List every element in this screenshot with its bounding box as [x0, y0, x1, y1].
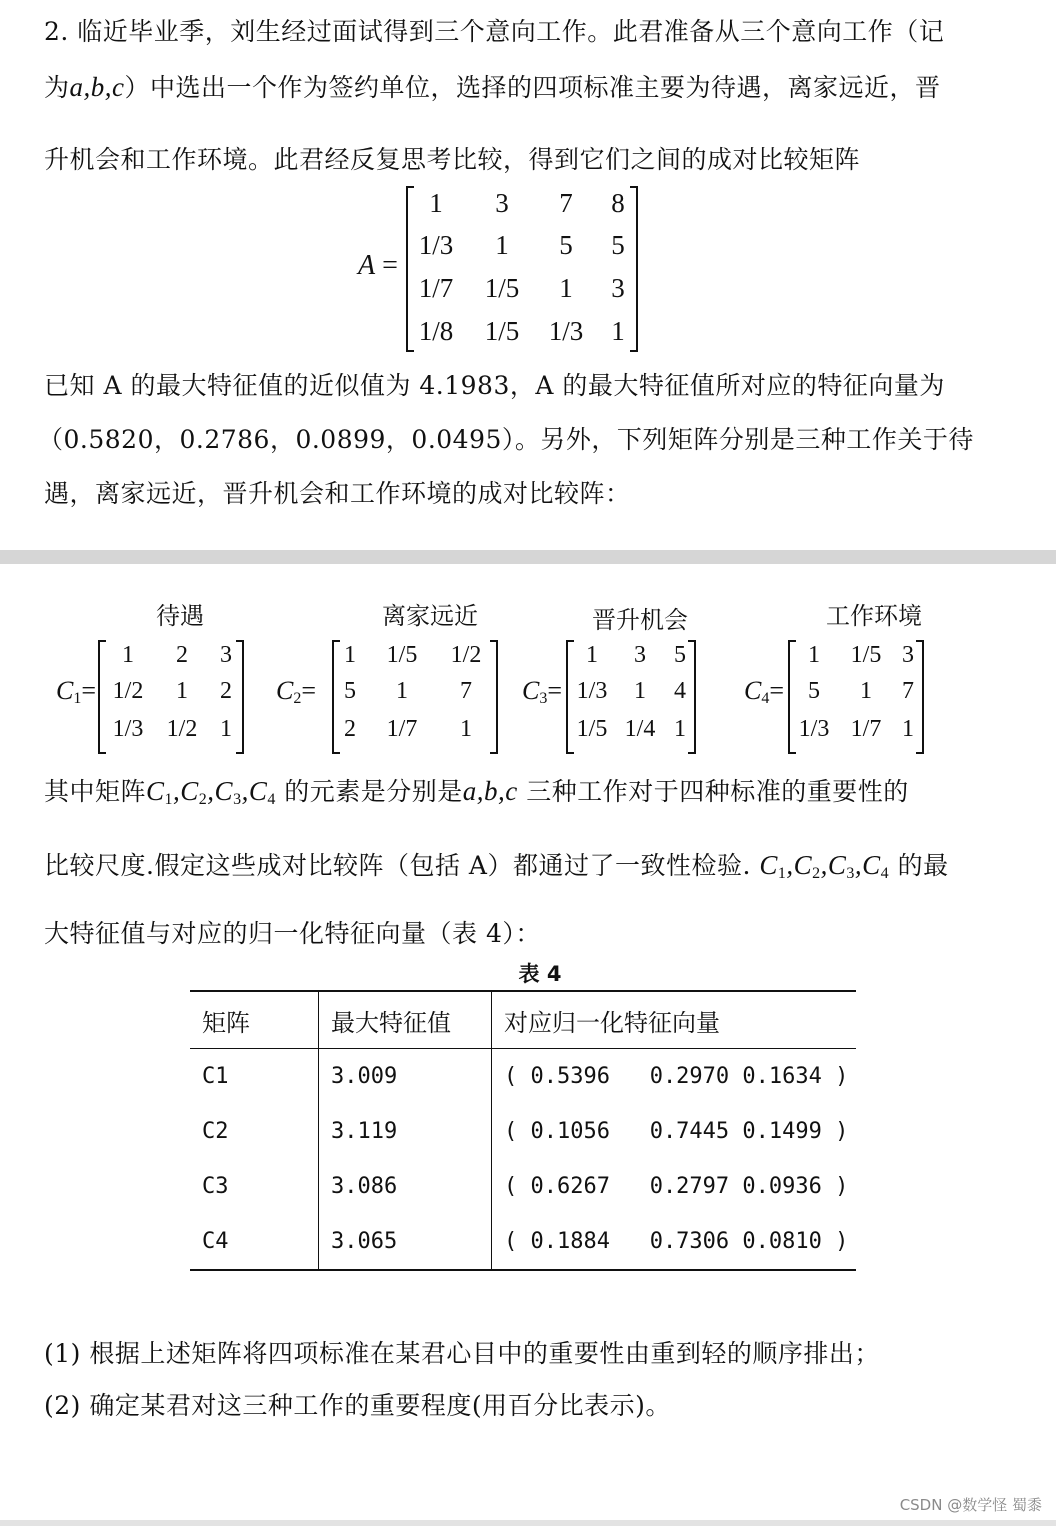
criteria-title: 工作环境	[826, 602, 922, 630]
explain-line-3: 大特征值与对应的归一化特征向量（表 4）：	[44, 919, 541, 948]
cell-eigenvalue: 3.086	[319, 1159, 492, 1214]
criteria-matrix-cell: 1/5	[850, 642, 882, 668]
criteria-matrix-cell: 5	[808, 678, 820, 704]
cell-eigenvector: ( 0.5396 0.2970 0.1634 )	[504, 1064, 849, 1089]
explain-post: 三种工作对于四种标准的重要性的	[526, 777, 909, 806]
matrix-a-cell: 1	[429, 188, 443, 218]
criteria-matrix-cell: 1/2	[166, 716, 198, 742]
criteria-matrix-cell: 3	[220, 642, 232, 668]
criteria-matrix-cell: 1	[176, 678, 188, 704]
criteria-matrix-cell: 5	[674, 642, 686, 668]
explain-line-2-pre: 比较尺度.假定这些成对比较阵（包括 A）都通过了一致性检验.	[44, 851, 751, 880]
cell-eigenvector: ( 0.6267 0.2797 0.0936 )	[504, 1174, 849, 1199]
problem-line-2	[44, 68, 941, 104]
problem-line-4: 已知 A 的最大特征值的近似值为 4.1983，A 的最大特征值所对应的特征向量为	[44, 371, 945, 400]
criteria-matrix-cell: 1	[902, 716, 914, 742]
criteria-matrix-label: $C_3=$	[522, 676, 563, 707]
criteria-matrix	[566, 640, 696, 754]
col-header-eigenvector: 对应归一化特征向量	[492, 991, 857, 1049]
matrix-a-cell: 1/8	[418, 316, 454, 346]
criteria-matrix-cell: 1/2	[450, 642, 482, 668]
eigen-table	[190, 990, 856, 1271]
criteria-matrix-cell: 3	[902, 642, 914, 668]
criteria-matrix-label: $C_4=$	[744, 676, 785, 707]
criteria-matrix-cell: 7	[460, 678, 472, 704]
matrix-a-cell: 5	[559, 230, 573, 260]
col-header-matrix: 矩阵	[190, 991, 319, 1049]
table-row	[190, 1049, 856, 1105]
bottom-bar	[0, 1520, 1056, 1526]
matrix-a-cell: 3	[495, 188, 509, 218]
criteria-matrix-cell: 2	[176, 642, 188, 668]
criteria-matrix-cell: 1/3	[798, 716, 830, 742]
criteria-matrix-cell: 1	[122, 642, 134, 668]
explain-line-2-post: 的最	[897, 851, 949, 880]
criteria-title: 待遇	[156, 602, 204, 630]
matrix-a-cell: 1/7	[418, 273, 454, 303]
matrix-a-cell: 1/3	[548, 316, 584, 346]
criteria-title: 晋升机会	[592, 606, 688, 634]
problem-line-6: 遇，离家远近，晋升机会和工作环境的成对比较阵：	[44, 479, 631, 508]
problem-line-3: 升机会和工作环境。此君经反复思考比较，得到它们之间的成对比较矩阵	[44, 145, 861, 174]
criteria-matrix-cell: 1/3	[112, 716, 144, 742]
table-row	[190, 1104, 856, 1159]
criteria-matrix-cell: 1/4	[624, 716, 656, 742]
problem-line-2-pre: 为	[44, 73, 70, 102]
matrix-a-cell: 3	[611, 273, 625, 303]
matrix-a-cell: 1/5	[484, 316, 520, 346]
watermark: CSDN @数学怪 蜀黍	[899, 1496, 1042, 1514]
criteria-matrix-cell: 1/7	[386, 716, 418, 742]
cell-matrix: C3	[202, 1174, 229, 1199]
criteria-matrix	[98, 640, 244, 754]
table-caption: 表 4	[518, 962, 562, 986]
question-2: (2) 确定某君对这三种工作的重要程度(用百分比表示)。	[44, 1391, 671, 1420]
cell-matrix: C1	[202, 1064, 229, 1089]
variables-abc: a,b,c	[69, 72, 125, 102]
criteria-matrix-cell: 1	[396, 678, 408, 704]
matrix-a-cell: 1/3	[418, 230, 454, 260]
criteria-matrix	[788, 640, 924, 754]
matrix-names: $C_1,C_2,C_3,C_4$	[146, 776, 276, 808]
explain-mid: 的元素是分别是	[284, 777, 463, 806]
matrix-a-cell: 1	[495, 230, 509, 260]
criteria-matrix-cell: 1/7	[850, 716, 882, 742]
explain-line-1	[44, 772, 909, 809]
cell-eigenvector: ( 0.1884 0.7306 0.0810 )	[492, 1214, 857, 1270]
criteria-matrix-cell: 1	[808, 642, 820, 668]
cell-matrix: C4	[190, 1214, 319, 1270]
cell-eigenvector: ( 0.1056 0.7445 0.1499 )	[504, 1119, 849, 1144]
matrix-a-cell: 8	[611, 188, 625, 218]
col-header-eigenvalue: 最大特征值	[319, 991, 492, 1049]
cell-matrix: C2	[202, 1119, 229, 1144]
criteria-matrix-cell: 1	[674, 716, 686, 742]
explain-line-2	[44, 846, 949, 883]
cell-eigenvalue: 3.065	[319, 1214, 492, 1270]
criteria-matrix-cell: 1	[220, 716, 232, 742]
matrix-a-cell: 1	[559, 273, 573, 303]
problem-line-2-post: ）中选出一个作为签约单位，选择的四项标准主要为待遇，离家远近，晋	[124, 73, 941, 102]
criteria-matrix-label: $C_2=$	[276, 676, 317, 707]
question-1: (1) 根据上述矩阵将四项标准在某君心目中的重要性由重到轻的顺序排出；	[44, 1339, 880, 1368]
criteria-title: 离家远近	[382, 602, 478, 630]
criteria-matrix-cell: 2	[344, 716, 356, 742]
matrix-a-cell: 7	[559, 188, 573, 218]
table-row	[190, 1214, 856, 1270]
matrix-a	[406, 186, 638, 352]
criteria-matrix-cell: 1	[860, 678, 872, 704]
criteria-matrix	[332, 640, 498, 754]
problem-line-5: （0.5820，0.2786，0.0899，0.0495）。另外，下列矩阵分别是三种工作关于待	[38, 425, 974, 454]
criteria-matrix-cell: 1	[634, 678, 646, 704]
variables-abc-2: a,b,c	[462, 776, 518, 806]
matrix-a-cell: 5	[611, 230, 625, 260]
criteria-matrix-cell: 1/2	[112, 678, 144, 704]
cell-eigenvalue: 3.009	[319, 1049, 492, 1105]
criteria-matrix-cell: 5	[344, 678, 356, 704]
cell-eigenvalue: 3.119	[319, 1104, 492, 1159]
criteria-matrix-cell: 1/5	[576, 716, 608, 742]
criteria-matrix-cell: 1/3	[576, 678, 608, 704]
table-header-row	[190, 991, 856, 1049]
matrix-a-label: A =	[358, 250, 398, 281]
criteria-matrix-cell: 2	[220, 678, 232, 704]
problem-line-1: 2. 临近毕业季，刘生经过面试得到三个意向工作。此君准备从三个意向工作（记	[44, 17, 945, 46]
matrix-a-cell: 1/5	[484, 273, 520, 303]
criteria-matrix-cell: 1/5	[386, 642, 418, 668]
criteria-matrix-cell: 3	[634, 642, 646, 668]
criteria-matrix-cell: 7	[902, 678, 914, 704]
criteria-matrix-cell: 1	[460, 716, 472, 742]
section-divider	[0, 550, 1056, 564]
criteria-matrix-cell: 1	[344, 642, 356, 668]
table-row	[190, 1159, 856, 1214]
criteria-matrix-label: $C_1=$	[56, 676, 97, 707]
explain-pre: 其中矩阵	[44, 777, 147, 806]
criteria-matrix-cell: 1	[586, 642, 598, 668]
matrix-names-2: $C_1,C_2,C_3,C_4$	[759, 850, 890, 882]
matrix-a-cell: 1	[611, 316, 625, 346]
criteria-matrix-cell: 4	[674, 678, 686, 704]
